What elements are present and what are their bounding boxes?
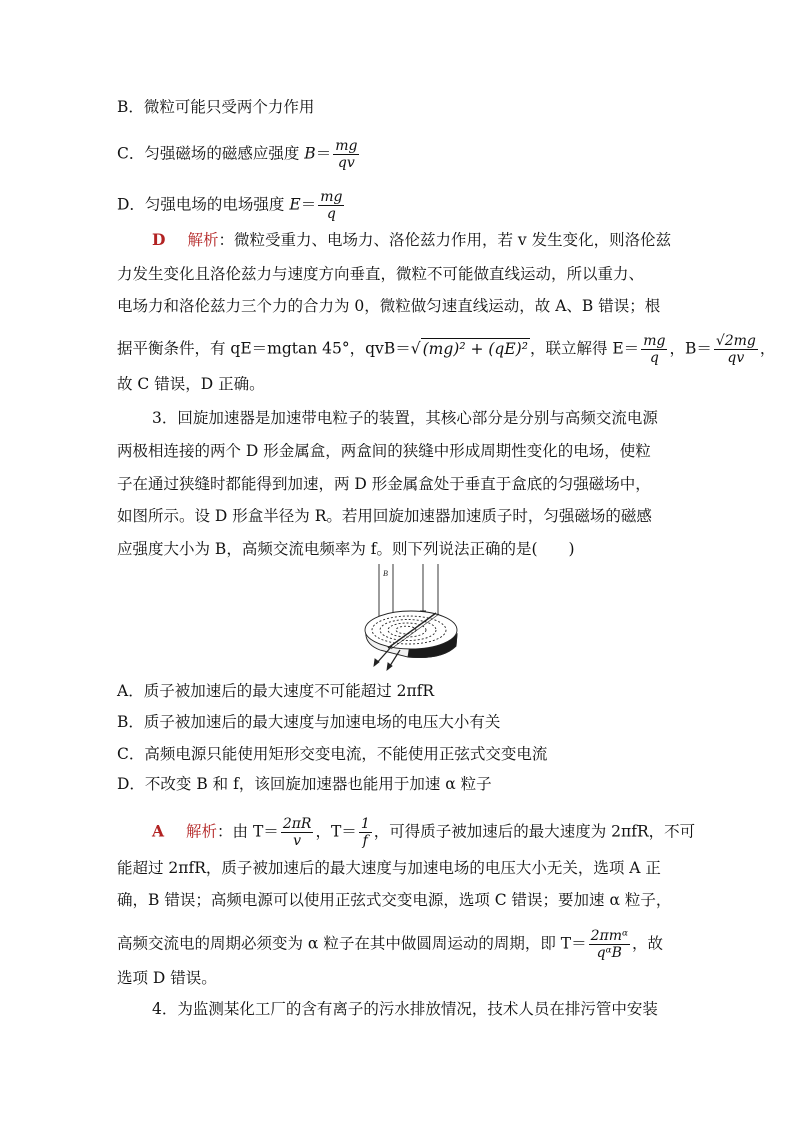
q3-stem-line5: 应强度大小为 B，高频交流电频率为 f。则下列说法正确的是( ) xyxy=(117,540,575,558)
q3-analysis-label: 解析 xyxy=(186,822,218,841)
q3-alpha-period-fraction: $\frac{\text{2πmᵅ}}{\text{qᵅB}}$ xyxy=(590,928,628,961)
q2-option-d-fraction: $\frac{mg}{q}$ xyxy=(320,189,343,222)
q3-option-d: D．不改变 B 和 f，该回旋加速器也能用于加速 α 粒子 xyxy=(117,775,492,793)
q2-option-d: D．匀强电场的电场强度 E＝ $\frac{mg}{q}$ xyxy=(117,189,343,222)
q3-frequency-fraction: $\frac{1}{f}$ xyxy=(360,816,370,849)
q2-analysis-line4: 据平衡条件，有 qE＝mgtan 45°，qvB＝√ (mg)² + (qE)² ，联立解得 E＝ $\frac{mg}{q}$ ，B＝ $\frac{√2mg}{qv}$ ， xyxy=(117,333,776,366)
q3-option-c: C．高频电源只能使用矩形交变电流，不能使用正弦式交变电流 xyxy=(117,745,548,763)
q3-analysis-line2: 能超过 2πfR，质子被加速后的最大速度与加速电场的电压大小无关，选项 A 正 xyxy=(117,859,661,877)
q3-analysis-line1: A 解析：由 T＝ $\frac{2\pi R}{v}$ ，T＝ $\frac{1}{f}$ ，可得质子被加速后的最大速度为 2πfR，不可 xyxy=(152,816,696,849)
figure-label-b: B xyxy=(383,569,388,578)
q3-answer: A xyxy=(152,821,165,841)
q3-option-b: B．质子被加速后的最大速度与加速电场的电压大小有关 xyxy=(117,713,501,731)
q2-option-c-fraction: $\frac{mg}{qv}$ xyxy=(335,138,358,171)
q3-option-a: A．质子被加速后的最大速度不可能超过 2πfR xyxy=(117,682,435,700)
q4-stem-line1: 4．为监测某化工厂的含有离子的污水排放情况，技术人员在排污管中安装 xyxy=(152,1000,658,1018)
q2-e-fraction: $\frac{mg}{q}$ xyxy=(643,333,666,366)
q2-b-fraction: $\frac{√2mg}{qv}$ xyxy=(715,333,756,366)
q2-analysis-label: 解析 xyxy=(187,231,219,249)
q3-analysis-line3: 确，B 错误；高频电源可以使用正弦式交变电源，选项 C 错误；要加速 α 粒子， xyxy=(117,891,672,909)
q2-option-b: B．微粒可能只受两个力作用 xyxy=(117,98,315,116)
q3-stem-line2: 两极相连接的两个 D 形金属盒，两盒间的狭缝中形成周期性变化的电场，使粒 xyxy=(117,442,651,460)
q3-analysis-line4: 高频交流电的周期必须变为 α 粒子在其中做圆周运动的周期，即 T＝ $\frac{\text{2πmᵅ}}{\text{qᵅB}}$ ，故 xyxy=(117,928,663,961)
q2-answer: D xyxy=(152,230,166,249)
q2-option-c: C．匀强磁场的磁感应强度 B＝ $\frac{mg}{qv}$ xyxy=(117,138,358,171)
q3-analysis-line5: 选项 D 错误。 xyxy=(117,969,217,987)
cyclotron-figure xyxy=(360,562,462,672)
q2-sqrt-expression: (mg)² + (qE)² xyxy=(422,339,528,358)
q2-analysis-line1: D 解析：微粒受重力、电场力、洛伦兹力作用，若 v 发生变化，则洛伦兹 xyxy=(152,230,672,249)
q3-stem-line4: 如图所示。设 D 形盒半径为 R。若用回旋加速器加速质子时，匀强磁场的磁感 xyxy=(117,507,652,525)
q3-period-fraction: $\frac{2\pi R}{v}$ xyxy=(282,816,312,849)
q2-analysis-line2: 力发生变化且洛伦兹力与速度方向垂直，微粒不可能做直线运动，所以重力、 xyxy=(117,265,645,283)
q2-analysis-line5: 故 C 错误，D 正确。 xyxy=(117,375,265,393)
q3-stem-line1: 3．回旋加速器是加速带电粒子的装置，其核心部分是分别与高频交流电源 xyxy=(152,409,658,427)
q3-stem-line3: 子在通过狭缝时都能得到加速，两 D 形金属盒处于垂直于盒底的匀强磁场中， xyxy=(117,475,651,493)
q2-analysis-line3: 电场力和洛伦兹力三个力的合力为 0，微粒做匀速直线运动，故 A、B 错误；根 xyxy=(117,297,661,315)
